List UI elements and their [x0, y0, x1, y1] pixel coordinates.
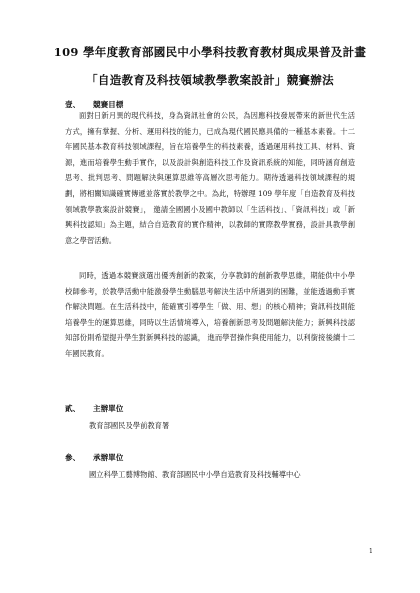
section-title: 承辦單位	[93, 453, 124, 462]
section-number: 貳、	[65, 404, 81, 413]
document-title: 109 學年度教育部國民中小學科技教育教材與成果普及計畫	[53, 45, 367, 59]
executor-name: 國立科學工藝博物館、教育部國民中小學自造教育及科技輔導中心	[89, 470, 301, 479]
section-number: 參、	[65, 453, 81, 462]
section-number: 壹、	[65, 100, 81, 109]
objectives-paragraph-1: 面對日新月異的現代科技，身為資訊社會的公民，為因應科技發展帶來的新世代生活方式，擁有掌握、分析、運用科技的能力，已成為現代國民應具備的一種基本素養。十二年國民基本教育科技領域課程，旨在培養學生的科技素養，透過運用科技工具、材料、資源，進而培養學生動手實作，以及設計與創造科技工作及資訊系統的知能，同時涵育創造思考、批判思考、問題解決與運算思維等高層次思考能力。期待透過科技領域課程的規劃，將相關知識確實傳遞並落實於教學之中。為此，特辦理 109 學年度「自造教育及科技領域教學教案設計競賽」， 邀請全國國小及國中教師以「生活科技」、「資訊科技」或「新興科技認知」為主題，結合自造教育的實作精神，以教師的實際教學實務，設計具教學創意之學習活動。	[65, 111, 355, 245]
section-title: 競賽目標	[93, 100, 124, 109]
section-heading-executor	[65, 452, 123, 463]
objectives-paragraph-2: 同時，透過本競賽演選出優秀創新的教案，分享教師的創新教學思維，期能供中小學校師參考，於教學活動中能激發學生動腦思考解決生活中所遇到的困難，並能透過動手實作解決問題。在生活科技中，能確實引導學生「做、用、想」的核心精神；資訊科技則能培養學生的運算思維，同時以生活情境導入，培養創新思考及問題解決能力；新興科技認知部份則希望提升學生對新興科技的認識， 進而學習操作與使用能力，以利銜接後續十二年國民教育。	[65, 271, 355, 358]
document-subtitle: 「自造教育及科技領域教學教案設計」競賽辦法	[86, 73, 334, 87]
section-title: 主辦單位	[93, 404, 124, 413]
organizer-name: 教育部國民及學前教育署	[89, 421, 170, 430]
section-heading-organizer	[65, 403, 123, 414]
page-number: 1	[369, 548, 373, 555]
